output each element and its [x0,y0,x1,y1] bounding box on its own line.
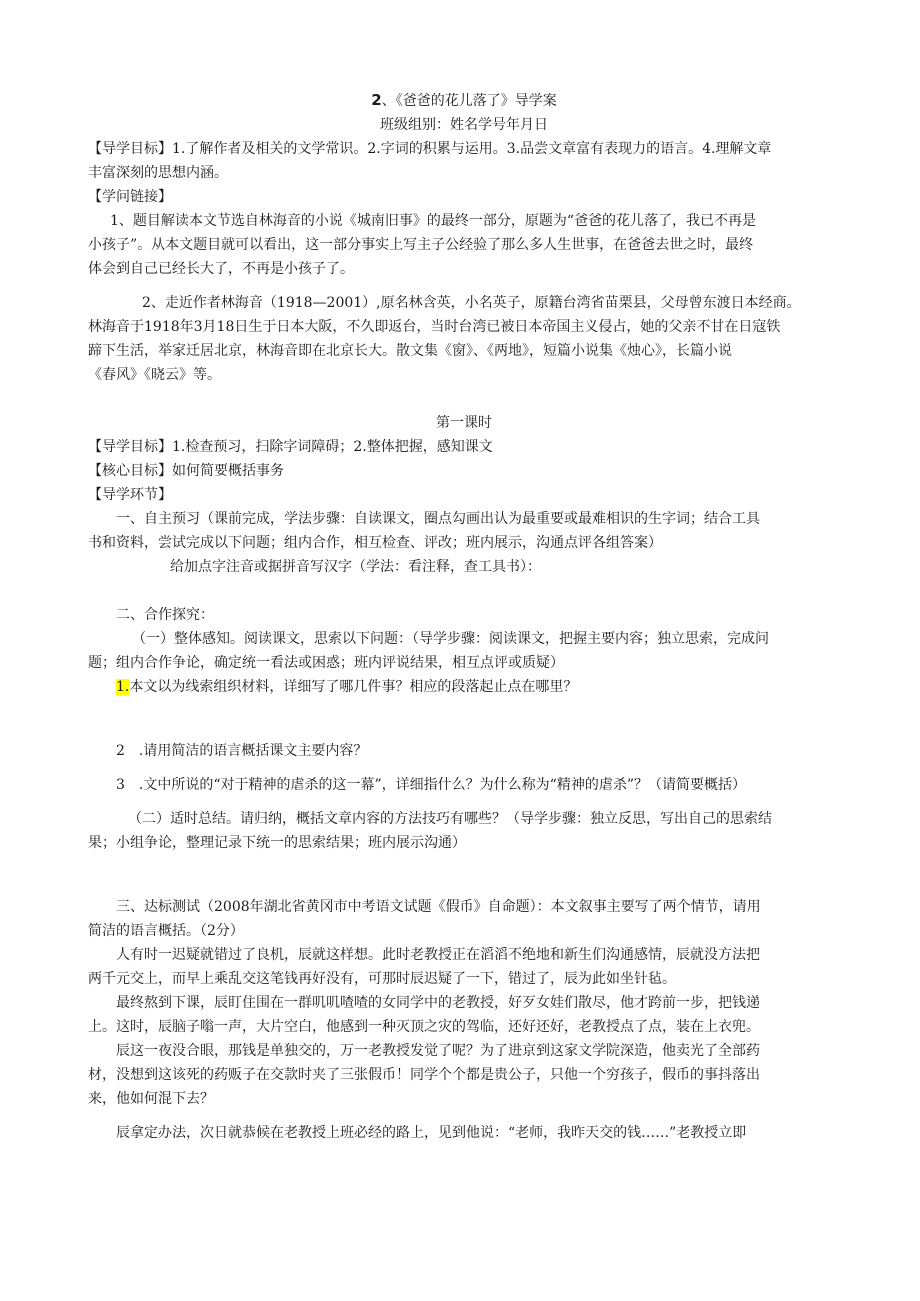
goals-line-1: 【导学目标】1.了解作者及相关的文学常识。2.字词的积累与运用。3.品尝文章富有表现力的语言。4.理解文章 [88,141,772,157]
preview-line-1: 一、自主预习（课前完成，学法步骤：自读课文，圈点勾画出认为最重要或最难相识的生字词；结合工具 [116,511,760,527]
lesson1-steps-heading: 【导学环节】 [88,487,172,503]
intro2-line-3: 蹄下生活，举家迁居北京，林海音即在北京长大。散文集《窗》、《两地》，短篇小说集《烛心》，长篇小说 [88,343,732,359]
passage-p1-line-1: 人有时一迟疑就错过了良机，辰就这样想。此时老教授正在滔滔不绝地和新生们沟通感情，辰就没方法把 [116,947,760,963]
knowledge-link-heading: 【学问链接】 [88,189,172,205]
preview-line-3: 给加点字注音或据拼音写汉字（学法：看注释，查工具书）： [170,559,541,575]
passage-p1-line-2: 两千元交上，而早上乘乱交这笔钱再好没有，可那时辰迟疑了一下，错过了，辰为此如坐针毡。 [88,971,676,987]
intro2-line-4: 《春风》《晓云》等。 [88,367,221,383]
question-1-text: 本文以为线索组织材料，详细写了哪几件事？相应的段落起止点在哪里？ [129,679,578,695]
lesson1-heading: 第一课时 [436,415,492,431]
passage-p3-line-2: 材，没想到这该死的药贩子在交款时夹了三张假币！同学个个都是贵公子，只他一个穷孩子，假币的事抖落出 [88,1067,760,1083]
cooperate-heading: 二、合作探究： [116,607,214,623]
question-1 [88,675,840,699]
question-1-number: 1. [116,679,130,695]
passage-p3-line-3: 来，他如何混下去？ [88,1091,214,1107]
passage-p2-line-2: 上。这时，辰脑子嗡一声，大片空白，他感到一种灭顶之灾的驾临，还好还好，老教授点了点，装在上衣兜。 [88,1019,760,1035]
part1-line-1: （一）整体感知。阅读课文，思索以下问题：（导学步骤：阅读课文，把握主要内容；独立思索，完成问 [132,631,769,647]
title-text: 、《爸爸的花儿落了》导学案 [381,93,557,109]
document-page [88,88,840,1145]
question-3: 3 .文中所说的“对于精神的虐杀的这一幕”，详细指什么？为什么称为“精神的虐杀”？（请简要概括） [116,777,746,793]
intro1-line-3: 体会到自己已经长大了，不再是小孩子了。 [88,261,354,277]
goals-line-2: 丰富深刻的思想内涵。 [88,165,228,181]
question-2: 2 .请用简洁的语言概括课文主要内容？ [116,743,368,759]
intro1-line-2: 小孩子”。从本文题目就可以看出，这一部分事实上写主子公经验了那么多人生世事，在爸爸去世之时，最终 [88,237,754,253]
part1-line-2: 题；组内合作争论，确定统一看法或困惑；班内评说结果，相互点评或质疑） [88,655,564,671]
test-line-2: 简洁的语言概括。（2分） [88,923,244,939]
intro2-line-1: 2、走近作者林海音（1918—2001）,原名林含英，小名英子，原籍台湾省苗栗县，父母曾东渡日本经商。 [142,295,801,311]
part2-line-2: 果；小组争论，整理记录下统一的思索结果；班内展示沟通） [88,835,466,851]
intro2-line-2: 林海音于1918年3月18日生于日本大阪，不久即返台，当时台湾已被日本帝国主义侵占，她的父亲不甘在日寇铁 [88,319,781,335]
part2-line-1: （二）适时总结。请归纳，概括文章内容的方法技巧有哪些？（导学步骤：独立反思，写出自己的思索结 [128,811,772,827]
lesson1-goal: 【导学目标】1.检查预习，扫除字词障碍；2.整体把握，感知课文 [88,439,493,455]
intro1-line-1: 1、题目解读本文节选自林海音的小说《城南旧事》的最终一部分，原题为“爸爸的花儿落了，我已不再是 [110,213,757,229]
passage-p2-line-1: 最终熬到下课，辰盯住围在一群叽叽喳喳的女同学中的老教授，好歹女娃们散尽，他才跨前一步，把钱递 [116,995,760,1011]
passage-p3-line-1: 辰这一夜没合眼，那钱是单独交的，万一老教授发觉了呢？为了进京到这家文学院深造，他卖光了全部药 [116,1043,760,1059]
preview-line-2: 书和资料，尝试完成以下问题；组内合作，相互检查、评改；班内展示，沟通点评各组答案） [88,535,662,551]
passage-p4-line-1: 辰拿定办法，次日就恭候在老教授上班必经的路上，见到他说：“老师，我昨天交的钱……”老教授立即 [116,1125,747,1141]
test-line-1: 三、达标测试（2008年湖北省黄冈市中考语文试题《假币》自命题）：本文叙事主要写了两个情节，请用 [116,899,761,915]
title-number: 2 [371,91,382,109]
document-title [88,88,840,113]
lesson1-core-goal: 【核心目标】如何简要概括事务 [88,463,284,479]
document-subtitle: 班级组别：姓名学号年月日 [380,117,548,133]
